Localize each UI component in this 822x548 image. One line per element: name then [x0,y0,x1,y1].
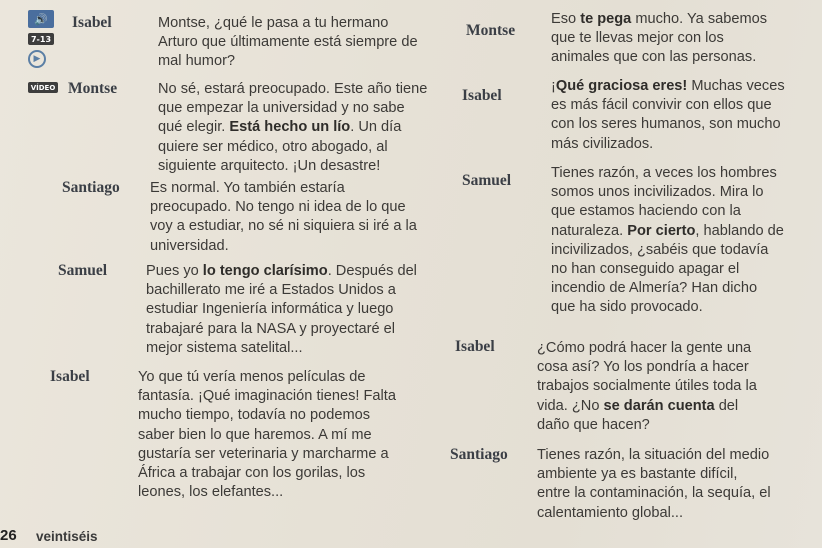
line-text: entre la contaminación, la sequía, el [537,485,771,502]
dialogue-line [158,157,427,176]
line-text: somos unos incivilizados. Mira lo [551,184,764,201]
line-text: más civilizados. [551,135,654,152]
dialogue-line [537,465,771,484]
highlighted-expression: lo tengo clarísimo [202,263,328,279]
dialogue-line [537,446,771,465]
dialogue-turn [158,80,427,176]
dialogue-line [158,52,418,71]
line-text: mucho tiempo, todavía no podemos [138,407,371,424]
speaker-name: Montse [466,22,516,39]
highlighted-expression: Por cierto [627,222,696,239]
line-text: mal humor? [158,53,236,70]
line-text: que ha sido provocado. [551,299,703,316]
dialogue-line [537,416,757,435]
dialogue-line [158,138,427,157]
speaker-name: Montse [68,80,118,97]
line-text: no han conseguido apagar el [551,261,740,278]
dialogue-line [150,198,417,217]
line-text: quiere ser médico, otro abogado, al [158,138,388,155]
line-text: del [714,397,739,414]
dialogue-line [537,504,771,523]
dialogue-turn [537,446,771,523]
dialogue-line [537,339,757,358]
dialogue-line [551,135,785,154]
speaker-name: Samuel [58,262,108,279]
highlighted-expression: Está hecho un lío [229,119,351,136]
dialogue-line [551,222,784,241]
line-text: incivilizados, ¿sabéis que todavía [551,241,769,258]
line-text: . Un día [350,119,402,136]
dialogue-line [138,445,396,464]
dialogue-turn [150,179,417,256]
line-text: Tienes razón, la situación del medio [537,447,770,463]
page-number-word: veintiséis [36,529,98,544]
line-text: Montse, ¿qué le pasa a tu hermano [158,15,389,31]
dialogue-line [138,426,396,445]
dialogue-turn [551,77,785,154]
line-text: incendio de Almería? Han dicho [551,280,758,297]
line-text: , hablando de [695,222,784,239]
video-icon[interactable]: VÍDEO [28,82,58,93]
dialogue-turn [146,262,417,358]
dialogue-line [138,406,396,425]
speaker-name: Samuel [462,172,512,189]
dialogue-line [551,115,785,134]
dialogue-line [138,387,396,406]
page-number: 26 [0,527,17,544]
line-text: mejor sistema satelital... [146,339,303,356]
dialogue-line [150,179,417,198]
dialogue-line [551,298,784,317]
highlighted-expression: se darán cuenta [603,397,715,414]
line-text: preocupado. No tengo ni idea de lo que [150,199,406,216]
line-text: ambiente ya es bastante difícil, [537,466,738,483]
line-text: calentamiento global... [537,504,684,521]
dialogue-line [537,397,757,416]
dialogue-line [551,10,767,29]
line-text: Pues yo [146,263,203,279]
line-text: África a trabajar con los gorilas, los [138,465,366,482]
dialogue-line [150,237,417,256]
dialogue-turn [158,14,418,72]
dialogue-line [150,217,417,236]
dialogue-line [551,279,784,298]
speaker-name: Santiago [62,179,120,196]
line-text: que estamos haciendo con la [551,203,741,220]
line-text: saber bien lo que haremos. A mí me [138,426,372,443]
line-text: gustaría ser veterinaria y marcharme a [138,445,389,462]
line-text: trabajos socialmente útiles toda la [537,378,757,395]
line-text: con los seres humanos, son mucho [551,116,781,133]
line-text: estudiar Ingeniería informática y luego [146,301,394,318]
media-icon-stack [28,10,64,98]
dialogue-turn [138,368,396,502]
play-icon[interactable]: ▶ [28,50,46,68]
line-text: Eso [551,11,581,27]
line-text: voy a estudiar, no sé ni siquiera si iré a la [150,218,417,235]
dialogue-line [158,118,427,137]
line-text: Muchas veces [687,78,785,94]
dialogue-line [537,484,771,503]
line-text: . Después del [327,263,417,279]
line-text: No sé, estará preocupado. Este año tiene [158,81,428,97]
line-text: universidad. [150,237,229,254]
line-text: Yo que tú vería menos películas de [138,369,366,385]
line-text: Es normal. Yo también estaría [150,180,345,196]
highlighted-expression: Qué graciosa eres! [555,78,688,94]
line-text: ¿Cómo podrá hacer la gente una [537,340,752,356]
speaker-name: Isabel [50,368,90,385]
dialogue-line [551,77,785,96]
dialogue-line [146,281,417,300]
dialogue-line [138,368,396,387]
dialogue-turn [537,339,757,435]
dialogue-line [158,14,418,33]
dialogue-line [551,96,785,115]
dialogue-turn [551,10,767,68]
line-text: fantasía. ¡Qué imaginación tienes! Falta [138,388,396,405]
dialogue-line [537,377,757,396]
line-text: qué elegir. [158,119,230,136]
line-text: ¡ [551,78,556,94]
dialogue-line [551,183,784,202]
dialogue-line [551,260,784,279]
line-text: bachillerato me iré a Estados Unidos a [146,282,396,299]
line-text: leones, los elefantes... [138,484,284,501]
dialogue-line [551,241,784,260]
line-text: trabajaré para la NASA y proyectaré el [146,320,396,337]
highlighted-expression: te pega [580,11,632,27]
speaker-name: Santiago [450,446,508,463]
dialogue-line [146,320,417,339]
dialogue-line [551,48,767,67]
line-text: que empezar la universidad y no sabe [158,100,405,117]
dialogue-line [551,164,784,183]
line-text: que te llevas mejor con los [551,30,724,47]
line-text: naturaleza. [551,222,628,239]
line-text: es más fácil convivir con ellos que [551,97,772,114]
audio-icon[interactable]: 🔊 [28,10,54,28]
line-text: vida. ¿No [537,397,604,414]
dialogue-line [158,99,427,118]
dialogue-line [146,300,417,319]
dialogue-line [158,33,418,52]
dialogue-line [138,464,396,483]
line-text: Arturo que últimamente está siempre de [158,34,418,51]
line-text: siguiente arquitecto. ¡Un desastre! [158,157,381,174]
dialogue-line [551,202,784,221]
dialogue-line [537,358,757,377]
dialogue-line [158,80,427,99]
speaker-name: Isabel [455,338,495,355]
speaker-name: Isabel [462,87,502,104]
speaker-name: Isabel [72,14,112,31]
dialogue-line [138,483,396,502]
line-text: Tienes razón, a veces los hombres [551,165,777,181]
line-text: mucho. Ya sabemos [631,11,768,27]
track-number-badge: 7-13 [28,33,54,45]
dialogue-turn [551,164,784,318]
line-text: cosa así? Yo los pondría a hacer [537,359,749,376]
dialogue-line [551,29,767,48]
dialogue-line [146,262,417,281]
dialogue-line [146,339,417,358]
line-text: daño que hacen? [537,416,650,433]
line-text: animales que con las personas. [551,49,757,66]
